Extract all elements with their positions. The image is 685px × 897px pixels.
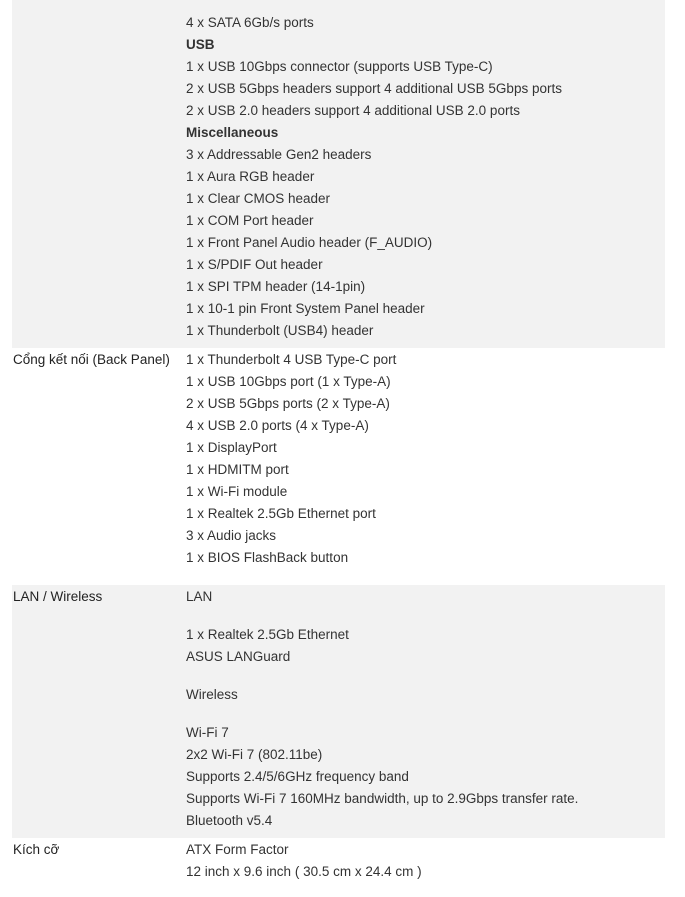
spec-line: 2 x USB 5Gbps headers support 4 additional USB 5Gbps ports [186, 81, 562, 96]
spec-line: 1 x Thunderbolt 4 USB Type-C port [186, 352, 397, 367]
spec-subheading-lan: LAN [186, 589, 213, 604]
spec-line: 1 x S/PDIF Out header [186, 257, 323, 272]
spec-line: ASUS LANGuard [186, 649, 291, 664]
spec-line: 1 x COM Port header [186, 213, 314, 228]
spec-line: 1 x Realtek 2.5Gb Ethernet [186, 627, 349, 642]
spec-label: Kích cỡ [13, 842, 60, 857]
spec-line: 2 x USB 5Gbps ports (2 x Type-A) [186, 396, 390, 411]
spec-line: 1 x USB 10Gbps connector (supports USB Type-C) [186, 59, 493, 74]
spec-line: 1 x DisplayPort [186, 440, 277, 455]
spec-line: ATX Form Factor [186, 842, 289, 857]
spec-value [185, 839, 665, 883]
spec-value [185, 586, 665, 832]
spec-label: Cổng kết nối (Back Panel) [13, 352, 170, 367]
spec-line: 1 x Aura RGB header [186, 169, 315, 184]
spec-line: 1 x Realtek 2.5Gb Ethernet port [186, 506, 376, 521]
spec-line: 1 x 10-1 pin Front System Panel header [186, 301, 425, 316]
spec-line [186, 0, 665, 12]
spec-row-back-panel [12, 348, 665, 585]
spec-row-internal-connectors [12, 0, 665, 348]
spec-line: 1 x Wi-Fi module [186, 484, 288, 499]
spec-line: 1 x Thunderbolt (USB4) header [186, 323, 374, 338]
spec-line: 4 x SATA 6Gb/s ports [186, 15, 314, 30]
spec-line: Bluetooth v5.4 [186, 813, 273, 828]
spec-subheading-usb: USB [186, 37, 215, 52]
spec-row-form-factor [12, 838, 665, 883]
spec-label: LAN / Wireless [13, 589, 103, 604]
spec-line: 2 x USB 2.0 headers support 4 additional USB 2.0 ports [186, 103, 520, 118]
spec-line: Supports Wi-Fi 7 160MHz bandwidth, up to 2.9Gbps transfer rate. [186, 791, 579, 806]
spec-line: 1 x SPI TPM header (14-1pin) [186, 279, 366, 294]
spec-subheading-wireless: Wireless [186, 687, 238, 702]
spec-subheading-misc: Miscellaneous [186, 125, 279, 140]
spec-line: 12 inch x 9.6 inch ( 30.5 cm x 24.4 cm ) [186, 864, 422, 879]
spec-line: 1 x Front Panel Audio header (F_AUDIO) [186, 235, 433, 250]
spec-line: 3 x Audio jacks [186, 528, 277, 543]
spec-row-lan-wireless [12, 585, 665, 838]
spec-value [185, 0, 665, 342]
spec-line: 1 x HDMITM port [186, 462, 289, 477]
spec-label [12, 0, 185, 342]
spec-line: Supports 2.4/5/6GHz frequency band [186, 769, 409, 784]
spec-line: 1 x Clear CMOS header [186, 191, 331, 206]
spec-line: 3 x Addressable Gen2 headers [186, 147, 372, 162]
spec-value [185, 349, 665, 569]
spec-line: Wi-Fi 7 [186, 725, 229, 740]
spec-line: 1 x BIOS FlashBack button [186, 550, 349, 565]
spec-line: 2x2 Wi-Fi 7 (802.11be) [186, 747, 323, 762]
spec-line: 4 x USB 2.0 ports (4 x Type-A) [186, 418, 369, 433]
spec-line: 1 x USB 10Gbps port (1 x Type-A) [186, 374, 391, 389]
spec-table [12, 0, 665, 883]
